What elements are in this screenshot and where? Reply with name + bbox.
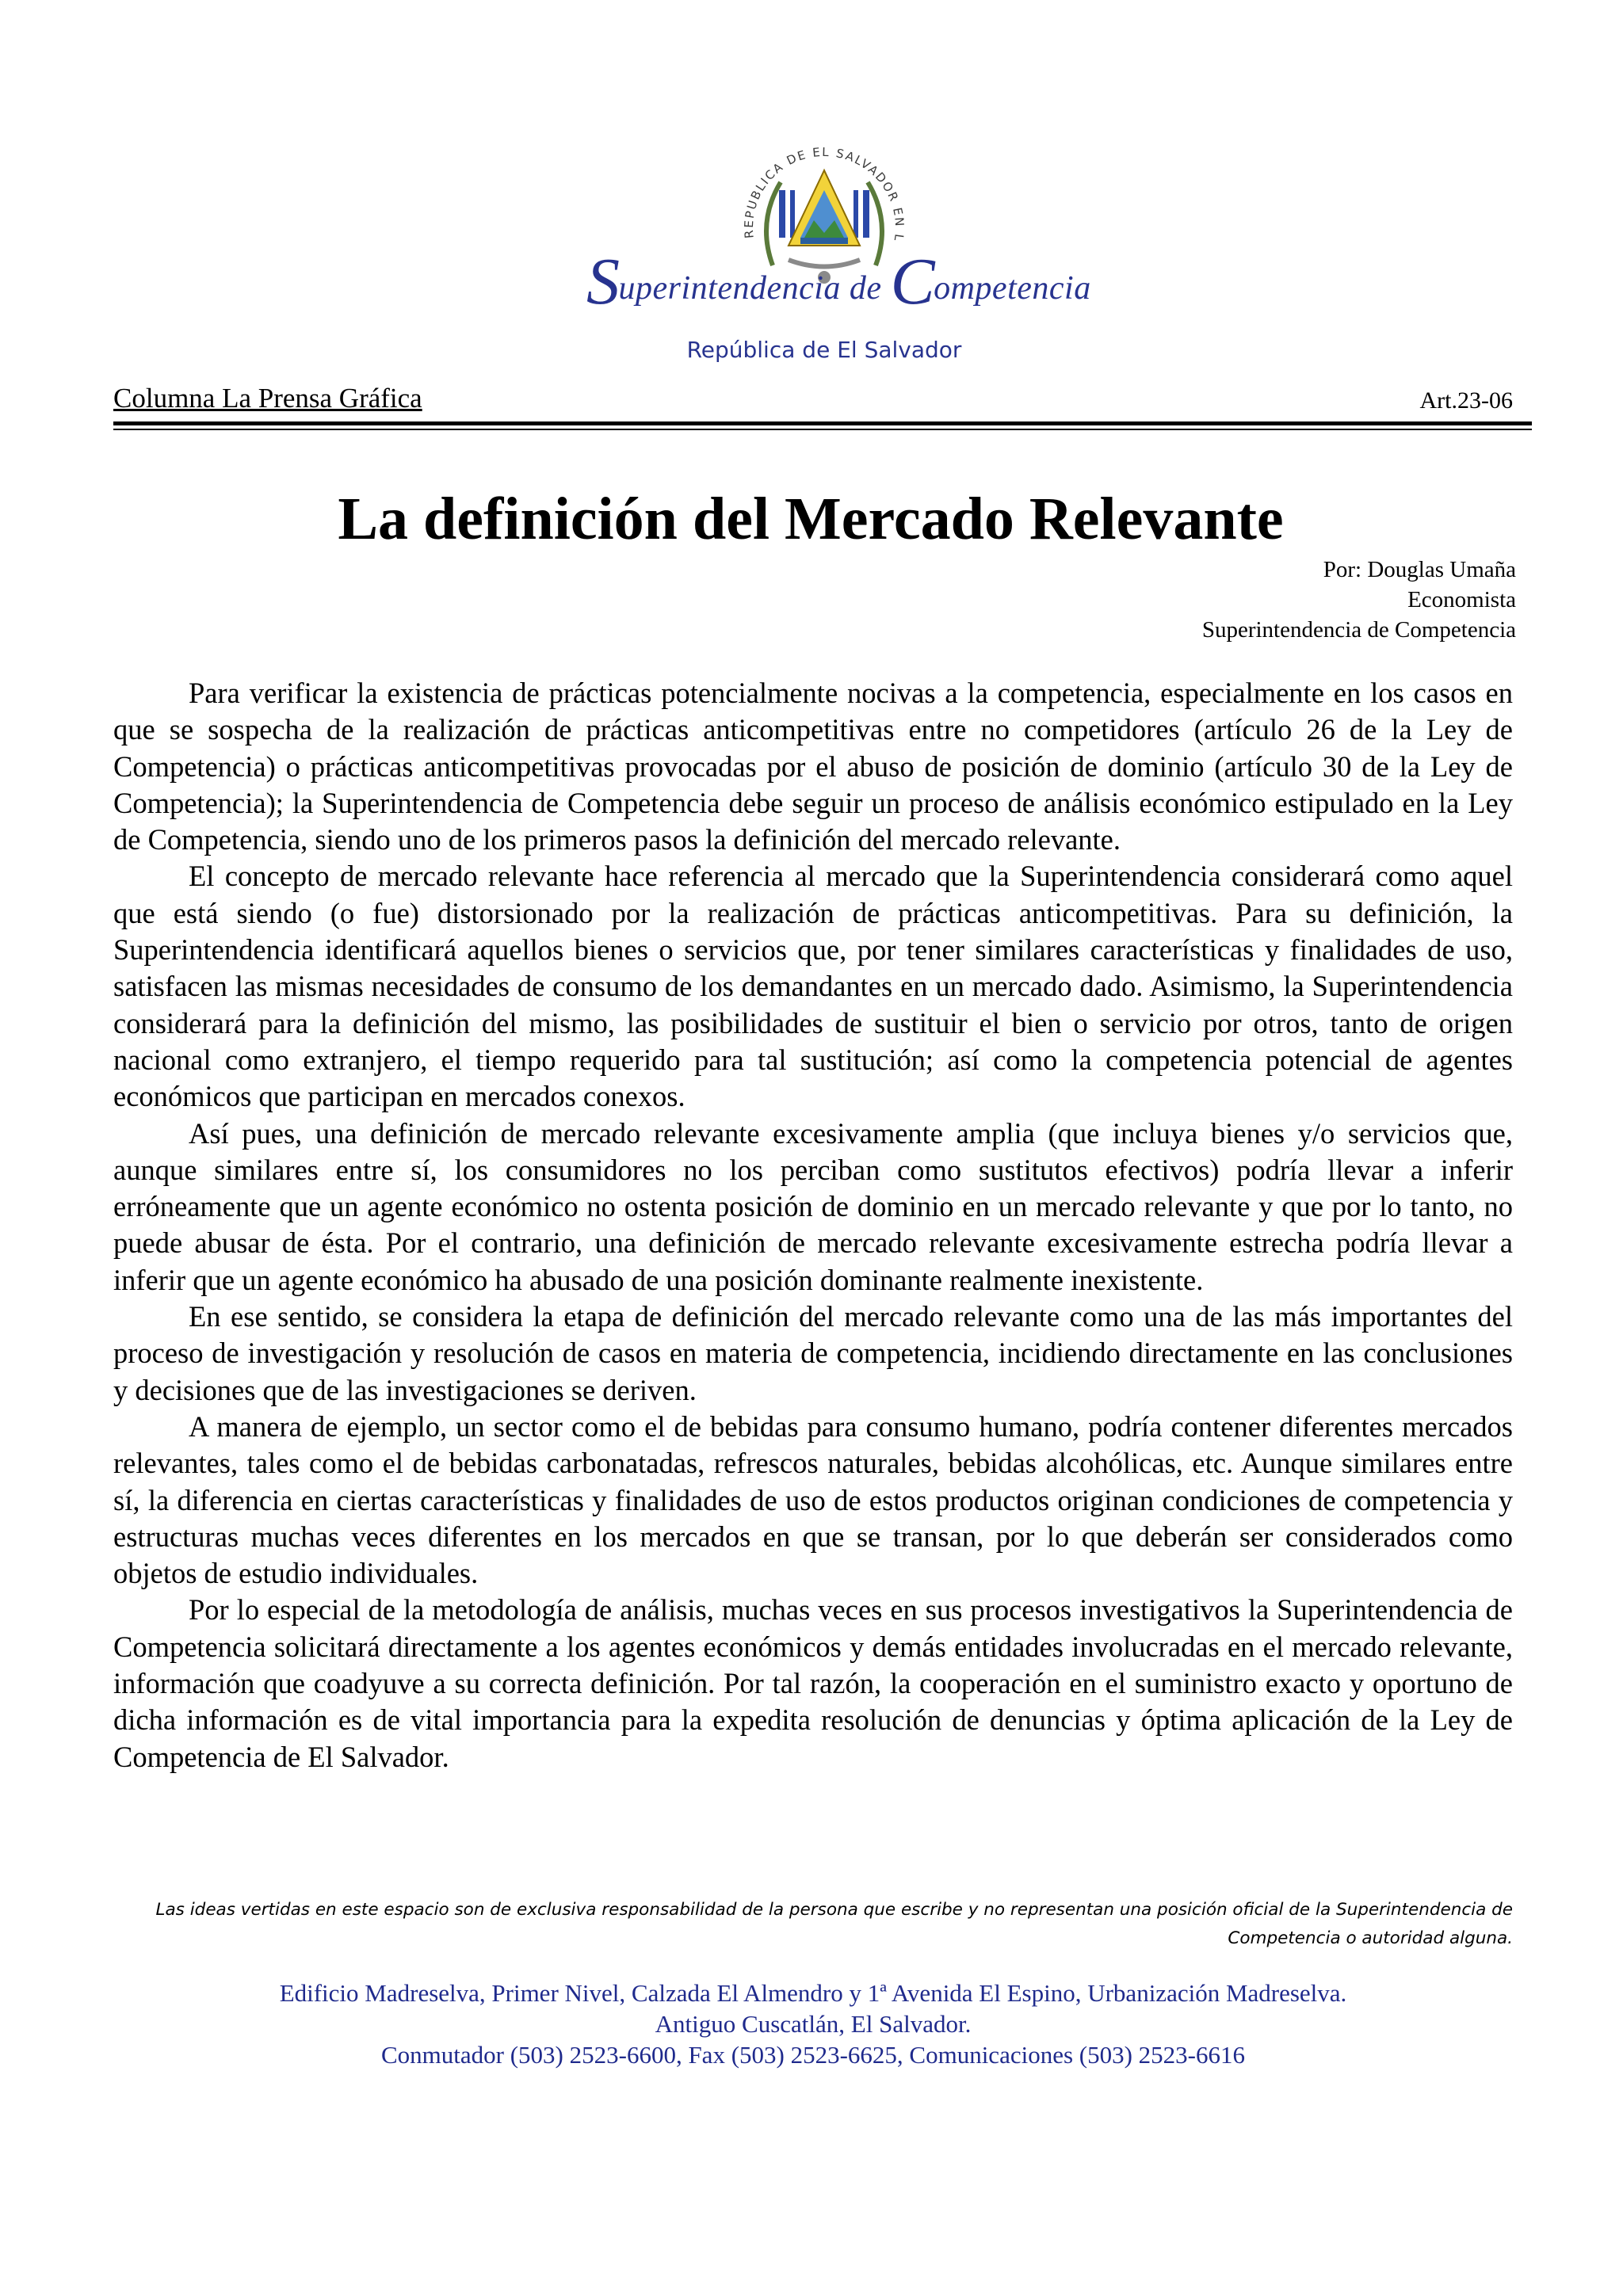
column-label: Columna La Prensa Gráfica <box>113 383 422 414</box>
header-rule-thick <box>113 421 1532 425</box>
paragraph: En ese sentido, se considera la etapa de definición del mercado relevante como una de las más importantes del proceso de investigación y resolución de casos en materia de competencia, incidiendo directamente en las conclusiones y decisiones que de las investigaciones se deriven. <box>113 1300 1513 1406</box>
byline-role: Economista <box>1407 587 1516 612</box>
svg-text:REPUBLICA DE EL SALVADOR EN LA: REPUBLICA DE EL SALVADOR EN L <box>741 144 907 244</box>
footer-city: Antiguo Cuscatlán, El Salvador. <box>655 2010 972 2038</box>
name-part-2: ompetencia <box>934 270 1091 307</box>
name-part-1: uperintendencia de <box>618 270 891 307</box>
name-initial-c: C <box>890 245 936 318</box>
byline-institution: Superintendencia de Competencia <box>1201 617 1516 643</box>
paragraph: Por lo especial de la metodología de análisis, muchas veces en sus procesos investigativos la Superintendencia de Competencia solicitará directamente a los agentes económicos y demás entidades involucradas en el mercado relevante, información que coadyuve a su correcta definición. Por tal razón, la cooperación en el suministro exacto y oportuno de dicha información es de vital importancia para la expedita resolución de denuncias y óptima aplicación de la Ley de Competencia de El Salvador. <box>113 1593 1513 1773</box>
institution-logo <box>586 127 1091 380</box>
paragraph: El concepto de mercado relevante hace referencia al mercado que la Superintendencia considerará como aquel que está siendo (o fue) distorsionado por la realización de prácticas anticompetitivas. Para su definición, la Superintendencia identificará aquellos bienes o servicios que, por tener similares características y finalidades de uso, satisfacen las mismas necesidades de consumo de los demandantes en un mercado dado. Asimismo, la Superintendencia considerará para la definición del mismo, las posibilidades de sustituir el bien o servicio por otros, tanto de origen nacional como extranjero, el tiempo requerido para tal sustitución; así como la competencia potencial de agentes económicos que participan en mercados conexos. <box>113 860 1513 1113</box>
byline <box>1202 555 1516 645</box>
institution-name <box>586 245 1091 318</box>
footer-phones: Conmutador (503) 2523-6600, Fax (503) 2523-6625, Comunicaciones (503) 2523-6616 <box>380 2041 1245 2069</box>
byline-author: Por: Douglas Umaña <box>1323 557 1516 582</box>
page-header <box>113 383 1532 425</box>
paragraph: Para verificar la existencia de prácticas potencialmente nocivas a la competencia, especialmente en los casos en que se sospecha de la realización de prácticas anticompetitivas entre no competidores (artículo 26 de la Ley de Competencia) o prácticas anticompetitivas provocadas por el abuso de posición de dominio (artículo 30 de la Ley de Competencia); la Superintendencia de Competencia debe seguir un proceso de análisis económico estipulado en la Ley de Competencia, siendo uno de los primeros pasos la definición del mercado relevante. <box>113 677 1513 856</box>
disclaimer: Las ideas vertidas en este espacio son de exclusiva responsabilidad de la persona que escribe y no representan una posición oficial de la Superintendencia de Competencia o autoridad alguna. <box>155 1900 1513 1948</box>
contact-footer <box>113 1978 1513 2070</box>
footer-address: Edificio Madreselva, Primer Nivel, Calzada El Almendro y 1ª Avenida El Espino, Urbanización Madreselva. <box>279 1979 1347 2007</box>
paragraph: Así pues, una definición de mercado relevante excesivamente amplia (que incluya bienes y/o servicios que, aunque similares entre sí, los consumidores no los perciban como sustitutos efectivos) podría llevar a inferir erróneamente que un agente económico no ostenta posición de dominio en un mercado relevante y que por lo tanto, no puede abusar de ésta. Por el contrario, una definición de mercado relevante excesivamente estrecha podría llevar a inferir que un agente económico ha abusado de una posición dominante realmente inexistente. <box>113 1116 1513 1296</box>
paragraph: A manera de ejemplo, un sector como el de bebidas para consumo humano, podría contener diferentes mercados relevantes, tales como el de bebidas carbonatadas, refrescos naturales, bebidas alcohólicas, etc. Aunque similares entre sí, la diferencia en ciertas características y finalidades de uso de estos productos originan condiciones de competencia y estructuras muchas veces diferentes en los mercados en que se transan, por lo que deberán ser considerados como objetos de estudio individuales. <box>113 1409 1513 1590</box>
page-title: La definición del Mercado Relevante <box>338 486 1284 552</box>
institution-country: República de El Salvador <box>686 337 962 363</box>
name-initial-s: S <box>586 245 621 318</box>
article-number: Art.23-06 <box>1419 387 1513 414</box>
article-body <box>113 675 1513 1775</box>
header-rule-thin <box>113 429 1532 430</box>
